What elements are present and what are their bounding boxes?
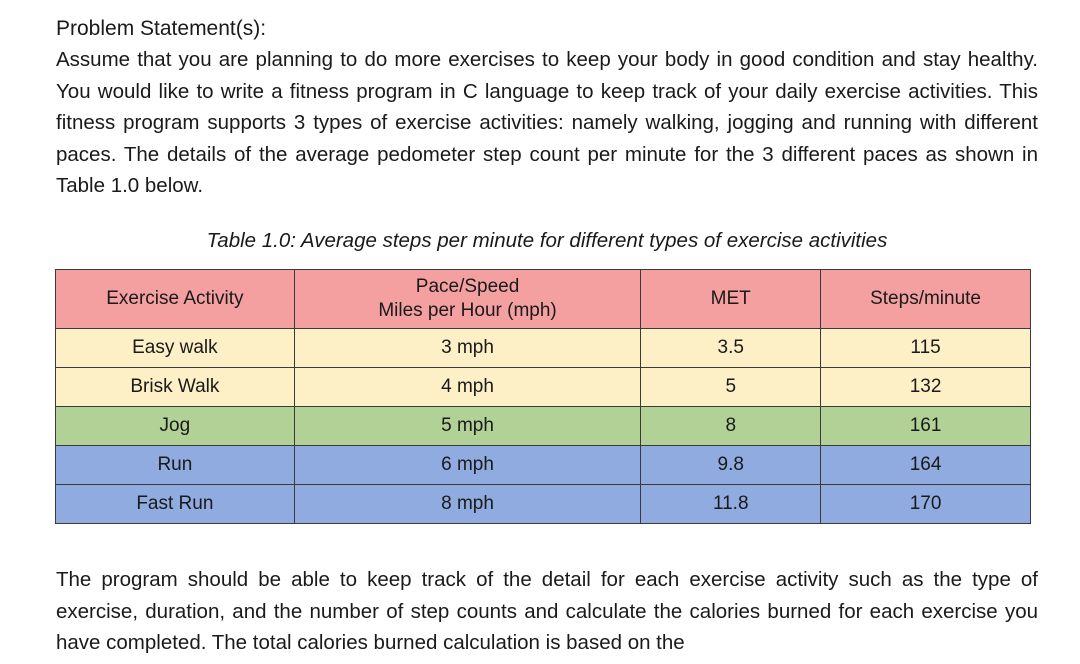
- cell-met: 8: [641, 407, 821, 446]
- cell-steps: 164: [821, 446, 1031, 485]
- table-header-row: [56, 270, 1031, 329]
- cell-activity: Jog: [56, 407, 295, 446]
- header-pace-line1: Pace/Speed: [415, 276, 520, 297]
- cell-pace: 4 mph: [294, 368, 641, 407]
- exercise-table: [55, 269, 1031, 524]
- cell-pace: 8 mph: [294, 485, 641, 524]
- table-row: [56, 485, 1031, 524]
- cell-pace: 3 mph: [294, 329, 641, 368]
- table-caption: Table 1.0: Average steps per minute for different types of exercise activities: [206, 229, 888, 252]
- header-pace-line2: Miles per Hour (mph): [378, 300, 557, 321]
- header-pace: [294, 270, 641, 329]
- cell-met: 5: [641, 368, 821, 407]
- cell-steps: 132: [821, 368, 1031, 407]
- intro-paragraph: Assume that you are planning to do more exercises to keep your body in good condition and stay healthy. You would like to write a fitness program in C language to keep track of your daily exercise activities. This fitness program supports 3 types of exercise activities: namely walking, jogging and running with different paces. The details of the average pedometer step count per minute for the 3 different paces as shown in Table 1.0 below.: [56, 48, 1038, 197]
- table-row: [56, 407, 1031, 446]
- header-steps: Steps/minute: [821, 270, 1031, 329]
- cell-met: 11.8: [641, 485, 821, 524]
- cell-pace: 6 mph: [294, 446, 641, 485]
- cell-activity: Brisk Walk: [56, 368, 295, 407]
- table-row: [56, 329, 1031, 368]
- table-row: [56, 446, 1031, 485]
- cell-steps: 161: [821, 407, 1031, 446]
- document-page: [56, 14, 1038, 654]
- cell-activity: Easy walk: [56, 329, 295, 368]
- outro-paragraph: The program should be able to keep track of the detail for each exercise activity such as the type of exercise, duration, and the number of step counts and calculate the calories burned for each exercise you have completed. The total calories burned calculation is based on the: [56, 568, 1038, 654]
- cell-steps: 115: [821, 329, 1031, 368]
- cell-steps: 170: [821, 485, 1031, 524]
- cell-pace: 5 mph: [294, 407, 641, 446]
- cell-met: 3.5: [641, 329, 821, 368]
- table-row: [56, 368, 1031, 407]
- cell-activity: Run: [56, 446, 295, 485]
- cell-met: 9.8: [641, 446, 821, 485]
- problem-heading: Problem Statement(s):: [56, 17, 267, 40]
- header-met: MET: [641, 270, 821, 329]
- cell-activity: Fast Run: [56, 485, 295, 524]
- header-exercise-activity: Exercise Activity: [56, 270, 295, 329]
